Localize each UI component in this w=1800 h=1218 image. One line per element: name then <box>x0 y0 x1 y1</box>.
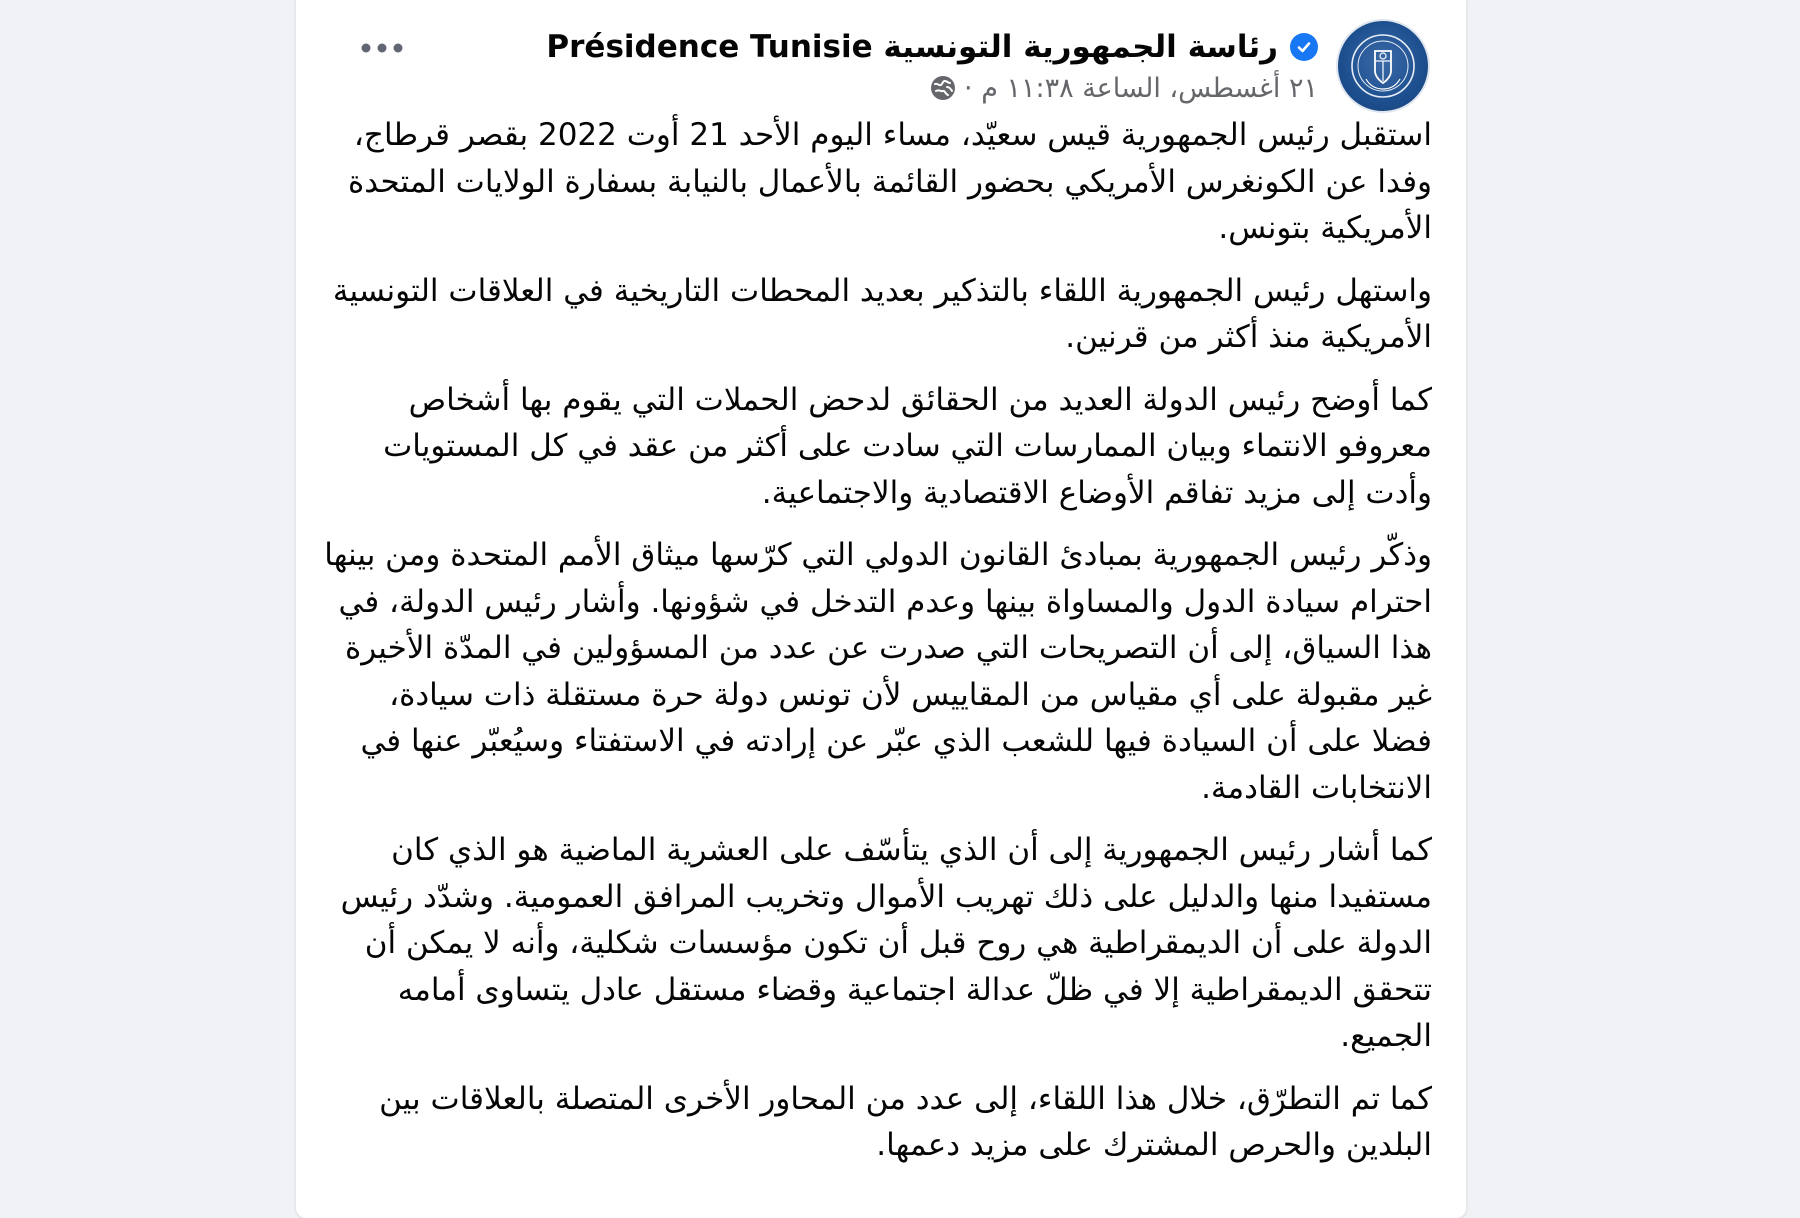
post-paragraph: كما تم التطرّق، خلال هذا اللقاء، إلى عدد من المحاور الأخرى المتصلة بالعلاقات بين البلدين والحرص المشترك على مزيد دعمها. <box>379 1080 1432 1163</box>
globe-icon[interactable] <box>930 75 956 101</box>
post-paragraph: وذكّر رئيس الجمهورية بمبادئ القانون الدولي التي كرّسها ميثاق الأمم المتحدة ومن بينها احترام سيادة الدول والمساواة بينها وعدم التدخل في شؤونها. وأشار رئيس الدولة، في هذا السياق، إلى أن التصريحات التي صدرت عن عدد من المسؤولين في المدّة الأخيرة غير مقبولة على أي مقياس من المقاييس لأن تونس دولة حرة مستقلة ذات سيادة، فضلا على أن السيادة فيها للشعب الذي عبّر عن إرادته في الاستفتاء وسيُعبّر عنها في الانتخابات القادمة. <box>324 537 1432 806</box>
verified-badge-icon <box>1290 33 1318 61</box>
presidency-seal-avatar[interactable] <box>1336 19 1430 113</box>
post-paragraph: كما أشار رئيس الجمهورية إلى أن الذي يتأسّف على العشرية الماضية هو الذي كان مستفيدا منها والدليل على ذلك تهريب الأموال وتخريب المرافق العمومية. وشدّد رئيس الدولة على أن الديمقراطية هي روح قبل أن تكون مؤسسات شكلية، وأنه لا يمكن أن تتحقق الديمقراطية إلا في ظلّ عدالة اجتماعية وقضاء مستقل عادل يتساوى أمامه الجميع. <box>340 832 1432 1054</box>
post-timestamp-link[interactable]: ٢١ أغسطس، الساعة ١١:٣٨ م · <box>964 72 1318 104</box>
post-paragraph: استقبل رئيس الجمهورية قيس سعيّد، مساء اليوم الأحد 21 أوت 2022 بقصر قرطاج، وفدا عن الكونغرس الأمريكي بحضور القائمة بالأعمال بالنيابة بسفارة الولايات المتحدة الأمريكية بتونس. <box>347 117 1432 246</box>
post-meta <box>930 73 1318 104</box>
more-options-icon <box>360 42 404 54</box>
post-paragraph: كما أوضح رئيس الدولة العديد من الحقائق لدحض الحملات التي يقوم بها أشخاص معروفو الانتماء وبيان الممارسات التي سادت على أكثر من عقد في كل المستويات وأدت إلى مزيد تفاقم الأوضاع الاقتصادية والاجتماعية. <box>383 381 1432 511</box>
post-header <box>546 18 1430 114</box>
post-card <box>296 0 1466 1218</box>
page-name-link[interactable]: Présidence Tunisie رئاسة الجمهورية التونسية <box>546 28 1278 65</box>
post-body <box>322 112 1432 1185</box>
post-paragraph: واستهل رئيس الجمهورية اللقاء بالتذكير بعديد المحطات التاريخية في العلاقات التونسية الأمريكية منذ أكثر من قرنين. <box>332 272 1432 355</box>
seal-emblem-icon <box>1348 31 1418 101</box>
post-header-text <box>546 29 1318 104</box>
more-options-button[interactable] <box>352 28 412 68</box>
page-name-row <box>546 29 1318 65</box>
